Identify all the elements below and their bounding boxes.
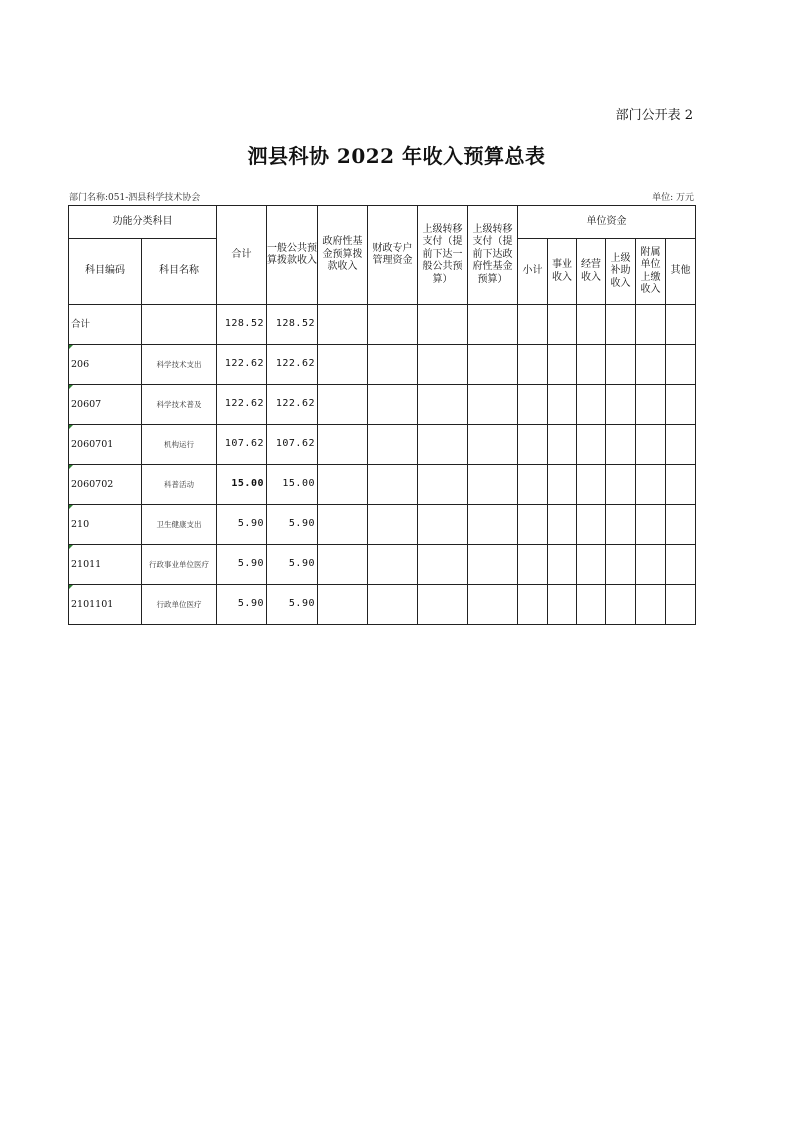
row-empty-cell bbox=[548, 425, 577, 465]
table-row bbox=[69, 545, 696, 585]
row-empty-cell bbox=[418, 545, 468, 585]
row-empty-cell bbox=[518, 385, 548, 425]
row-empty-cell bbox=[577, 345, 606, 385]
row-empty-cell bbox=[418, 385, 468, 425]
row-empty-cell bbox=[577, 585, 606, 625]
page-title: 泗县科协 2022 年收入预算总表 bbox=[247, 144, 546, 168]
row-empty-cell bbox=[468, 425, 518, 465]
header-fiscal-special: 财政专户管理资金 bbox=[368, 206, 418, 305]
row-empty-cell bbox=[418, 585, 468, 625]
row-code: 20607 bbox=[69, 385, 142, 425]
row-name: 行政事业单位医疗 bbox=[142, 545, 217, 585]
row-empty-cell bbox=[548, 385, 577, 425]
header-upper-subsidy: 上级补助收入 bbox=[606, 239, 636, 305]
row-empty-cell bbox=[418, 425, 468, 465]
header-total: 合计 bbox=[217, 206, 267, 305]
row-general-budget: 107.62 bbox=[267, 425, 318, 465]
row-general-budget: 5.90 bbox=[267, 545, 318, 585]
header-upper-general: 上级转移支付（提前下达一般公共预算） bbox=[418, 206, 468, 305]
row-code: 2101101 bbox=[69, 585, 142, 625]
table-row bbox=[69, 305, 696, 345]
row-empty-cell bbox=[577, 385, 606, 425]
row-empty-cell bbox=[548, 545, 577, 585]
row-empty-cell bbox=[468, 465, 518, 505]
row-empty-cell bbox=[318, 425, 368, 465]
row-empty-cell bbox=[368, 505, 418, 545]
header-func-class: 功能分类科目 bbox=[69, 206, 217, 239]
header-general-budget: 一般公共预算拨款收入 bbox=[267, 206, 318, 305]
row-code: 2060701 bbox=[69, 425, 142, 465]
row-code: 合计 bbox=[69, 305, 142, 345]
header-operating-income: 经营收入 bbox=[577, 239, 606, 305]
row-empty-cell bbox=[368, 425, 418, 465]
header-affiliated: 附属单位上缴收入 bbox=[636, 239, 666, 305]
row-empty-cell bbox=[606, 585, 636, 625]
row-empty-cell bbox=[368, 305, 418, 345]
row-empty-cell bbox=[368, 585, 418, 625]
income-budget-table bbox=[68, 205, 696, 625]
row-empty-cell bbox=[518, 425, 548, 465]
row-empty-cell bbox=[548, 345, 577, 385]
row-empty-cell bbox=[418, 305, 468, 345]
row-empty-cell bbox=[468, 385, 518, 425]
row-empty-cell bbox=[606, 345, 636, 385]
row-empty-cell bbox=[666, 345, 696, 385]
row-empty-cell bbox=[577, 545, 606, 585]
row-empty-cell bbox=[318, 305, 368, 345]
row-code: 2060702 bbox=[69, 465, 142, 505]
row-empty-cell bbox=[606, 425, 636, 465]
row-empty-cell bbox=[577, 305, 606, 345]
row-empty-cell bbox=[518, 305, 548, 345]
row-empty-cell bbox=[548, 305, 577, 345]
row-name: 机构运行 bbox=[142, 425, 217, 465]
row-empty-cell bbox=[666, 305, 696, 345]
row-empty-cell bbox=[636, 585, 666, 625]
row-empty-cell bbox=[666, 545, 696, 585]
table-row bbox=[69, 385, 696, 425]
row-name: 卫生健康支出 bbox=[142, 505, 217, 545]
row-empty-cell bbox=[636, 385, 666, 425]
row-empty-cell bbox=[518, 545, 548, 585]
row-empty-cell bbox=[606, 385, 636, 425]
row-name: 科学技术普及 bbox=[142, 385, 217, 425]
row-empty-cell bbox=[548, 505, 577, 545]
row-empty-cell bbox=[666, 465, 696, 505]
header-other: 其他 bbox=[666, 239, 696, 305]
row-empty-cell bbox=[636, 505, 666, 545]
row-empty-cell bbox=[666, 585, 696, 625]
row-empty-cell bbox=[368, 465, 418, 505]
row-empty-cell bbox=[318, 385, 368, 425]
header-unit-funds: 单位资金 bbox=[518, 206, 696, 239]
header-name: 科目名称 bbox=[142, 239, 217, 305]
row-empty-cell bbox=[418, 505, 468, 545]
row-empty-cell bbox=[318, 505, 368, 545]
row-total: 122.62 bbox=[217, 385, 267, 425]
header-gov-fund: 政府性基金预算拨款收入 bbox=[318, 206, 368, 305]
row-empty-cell bbox=[318, 465, 368, 505]
row-name: 科学技术支出 bbox=[142, 345, 217, 385]
row-empty-cell bbox=[518, 345, 548, 385]
row-empty-cell bbox=[666, 385, 696, 425]
row-general-budget: 5.90 bbox=[267, 585, 318, 625]
row-code: 206 bbox=[69, 345, 142, 385]
row-empty-cell bbox=[636, 345, 666, 385]
table-row bbox=[69, 465, 696, 505]
row-empty-cell bbox=[636, 425, 666, 465]
row-general-budget: 15.00 bbox=[267, 465, 318, 505]
form-number: 部门公开表 2 bbox=[615, 108, 693, 123]
row-empty-cell bbox=[318, 585, 368, 625]
row-empty-cell bbox=[636, 305, 666, 345]
table-row bbox=[69, 345, 696, 385]
row-empty-cell bbox=[418, 465, 468, 505]
table-row bbox=[69, 505, 696, 545]
row-name bbox=[142, 305, 217, 345]
row-code: 210 bbox=[69, 505, 142, 545]
row-empty-cell bbox=[606, 505, 636, 545]
header-subtotal: 小计 bbox=[518, 239, 548, 305]
header-row-1 bbox=[69, 206, 696, 239]
row-total: 122.62 bbox=[217, 345, 267, 385]
row-empty-cell bbox=[468, 345, 518, 385]
table-row bbox=[69, 425, 696, 465]
row-empty-cell bbox=[468, 545, 518, 585]
row-empty-cell bbox=[318, 345, 368, 385]
row-empty-cell bbox=[518, 505, 548, 545]
row-name: 行政单位医疗 bbox=[142, 585, 217, 625]
row-empty-cell bbox=[418, 345, 468, 385]
row-total: 5.90 bbox=[217, 545, 267, 585]
row-empty-cell bbox=[577, 505, 606, 545]
row-general-budget: 128.52 bbox=[267, 305, 318, 345]
row-empty-cell bbox=[518, 585, 548, 625]
row-general-budget: 122.62 bbox=[267, 345, 318, 385]
header-business-income: 事业收入 bbox=[548, 239, 577, 305]
row-empty-cell bbox=[548, 465, 577, 505]
row-empty-cell bbox=[577, 425, 606, 465]
table-row bbox=[69, 585, 696, 625]
row-code: 21011 bbox=[69, 545, 142, 585]
row-empty-cell bbox=[606, 545, 636, 585]
row-total: 5.90 bbox=[217, 505, 267, 545]
row-total: 5.90 bbox=[217, 585, 267, 625]
row-empty-cell bbox=[636, 465, 666, 505]
row-total: 128.52 bbox=[217, 305, 267, 345]
row-empty-cell bbox=[548, 585, 577, 625]
row-total: 15.00 bbox=[217, 465, 267, 505]
row-empty-cell bbox=[318, 545, 368, 585]
department-name: 部门名称:051-泗县科学技术协会 bbox=[69, 193, 201, 203]
row-empty-cell bbox=[468, 305, 518, 345]
row-empty-cell bbox=[666, 425, 696, 465]
row-empty-cell bbox=[468, 585, 518, 625]
row-empty-cell bbox=[468, 505, 518, 545]
row-empty-cell bbox=[368, 345, 418, 385]
row-general-budget: 5.90 bbox=[267, 505, 318, 545]
header-code: 科目编码 bbox=[69, 239, 142, 305]
row-empty-cell bbox=[666, 505, 696, 545]
row-empty-cell bbox=[368, 385, 418, 425]
row-empty-cell bbox=[606, 465, 636, 505]
row-empty-cell bbox=[636, 545, 666, 585]
header-upper-fund: 上级转移支付（提前下达政府性基金预算） bbox=[468, 206, 518, 305]
unit-label: 单位: 万元 bbox=[652, 193, 694, 203]
row-empty-cell bbox=[606, 305, 636, 345]
row-general-budget: 122.62 bbox=[267, 385, 318, 425]
row-name: 科普活动 bbox=[142, 465, 217, 505]
row-empty-cell bbox=[518, 465, 548, 505]
row-empty-cell bbox=[368, 545, 418, 585]
row-empty-cell bbox=[577, 465, 606, 505]
row-total: 107.62 bbox=[217, 425, 267, 465]
